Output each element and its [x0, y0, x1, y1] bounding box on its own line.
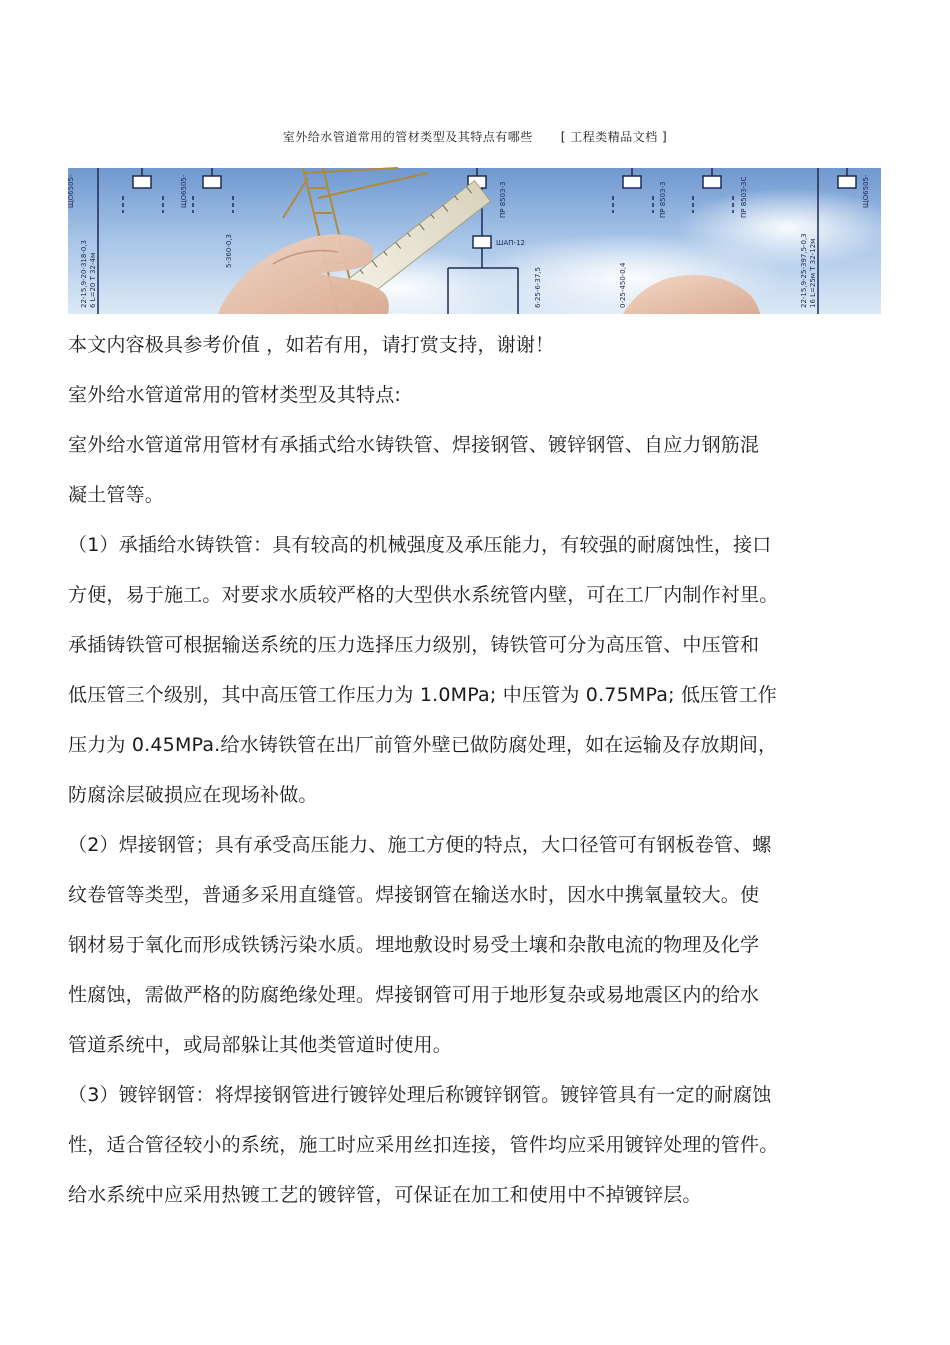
paragraph-line: 本文内容极具参考价值 ，如若有用，请打赏支持，谢谢！ — [68, 334, 555, 356]
banner-label: 16 L=25м T 32-12м — [809, 238, 817, 308]
paragraph-line: 方便，易于施工。对要求水质较严格的大型供水系统管内壁，可在工厂内制作衬里。 — [68, 584, 779, 606]
banner-label: ПР 8503-3 — [659, 181, 667, 218]
banner-label: ЩО6505- — [180, 174, 188, 208]
banner-label: 22-15,9-25-397,5-0,3 — [800, 233, 808, 308]
document-title: 室外给水管道常用的管材类型及其特点有哪些 — [282, 130, 533, 144]
paragraph-line: 给水系统中应采用热镀工艺的镀锌管，可保证在加工和使用中不掉镀锌层。 — [68, 1184, 702, 1206]
banner-label: 22-15,9-20-318-0,3 — [80, 240, 88, 308]
paragraph-line: （2）焊接钢管；具有承受高压能力、施工方便的特点，大口径管可有钢板卷管、螺 — [68, 834, 772, 856]
paragraph-line: 管道系统中，或局部躲让其他类管道时使用。 — [68, 1034, 453, 1056]
banner-label: ШАП-12 — [496, 239, 525, 247]
paragraph-line: 室外给水管道常用管材有承插式给水铸铁管、焊接钢管、镀锌钢管、自应力钢筋混 — [68, 434, 760, 456]
banner-label: 6-25-6-37,5 — [534, 267, 542, 308]
banner-label: ЩО6505- — [862, 174, 870, 208]
document-title-tag: [ 工程类精品文档 ] — [560, 130, 668, 144]
paragraph-line: 性腐蚀，需做严格的防腐绝缘处理。焊接钢管可用于地形复杂或易地震区内的给水 — [68, 984, 760, 1006]
paragraph-line: 压力为 0.45MPa.给水铸铁管在出厂前管外壁已做防腐处理，如在运输及存放期间， — [68, 734, 778, 756]
document-title-row — [0, 128, 950, 145]
paragraph-line: 室外给水管道常用的管材类型及其特点: — [68, 384, 402, 406]
paragraph-line: 低压管三个级别，其中高压管工作压力为 1.0MPa; 中压管为 0.75MPa; 低压管工作 — [68, 684, 777, 706]
banner-label: 5-360-0,3 — [225, 234, 233, 268]
banner-label: 0-25-450-0,4 — [619, 262, 627, 308]
banner-label: ПР 8503-3С — [740, 176, 748, 218]
paragraph-line: 纹卷管等类型，普通多采用直缝管。焊接钢管在输送水时，因水中携氧量较大。使 — [68, 884, 760, 906]
paragraph-line: 钢材易于氧化而形成铁锈污染水质。埋地敷设时易受土壤和杂散电流的物理及化学 — [68, 934, 760, 956]
banner-label: ЩО6505- — [67, 174, 75, 208]
banner-label: 6 L=20 T 32-4м — [89, 252, 97, 308]
paragraph-line: 凝土管等。 — [68, 484, 165, 506]
engineering-banner-image — [68, 168, 881, 314]
paragraph-line: （3）镀锌钢管：将焊接钢管进行镀锌处理后称镀锌钢管。镀锌管具有一定的耐腐蚀 — [68, 1084, 772, 1106]
paragraph-line: 承插铸铁管可根据输送系统的压力选择压力级别，铸铁管可分为高压管、中压管和 — [68, 634, 760, 656]
paragraph-line: 性，适合管径较小的系统，施工时应采用丝扣连接，管件均应采用镀锌处理的管件。 — [68, 1134, 779, 1156]
paragraph-line: 防腐涂层破损应在现场补做。 — [68, 784, 318, 806]
paragraph-line: （1）承插给水铸铁管：具有较高的机械强度及承压能力，有较强的耐腐蚀性，接口 — [68, 534, 772, 556]
banner-label: ПР 8503-3 — [499, 181, 507, 218]
